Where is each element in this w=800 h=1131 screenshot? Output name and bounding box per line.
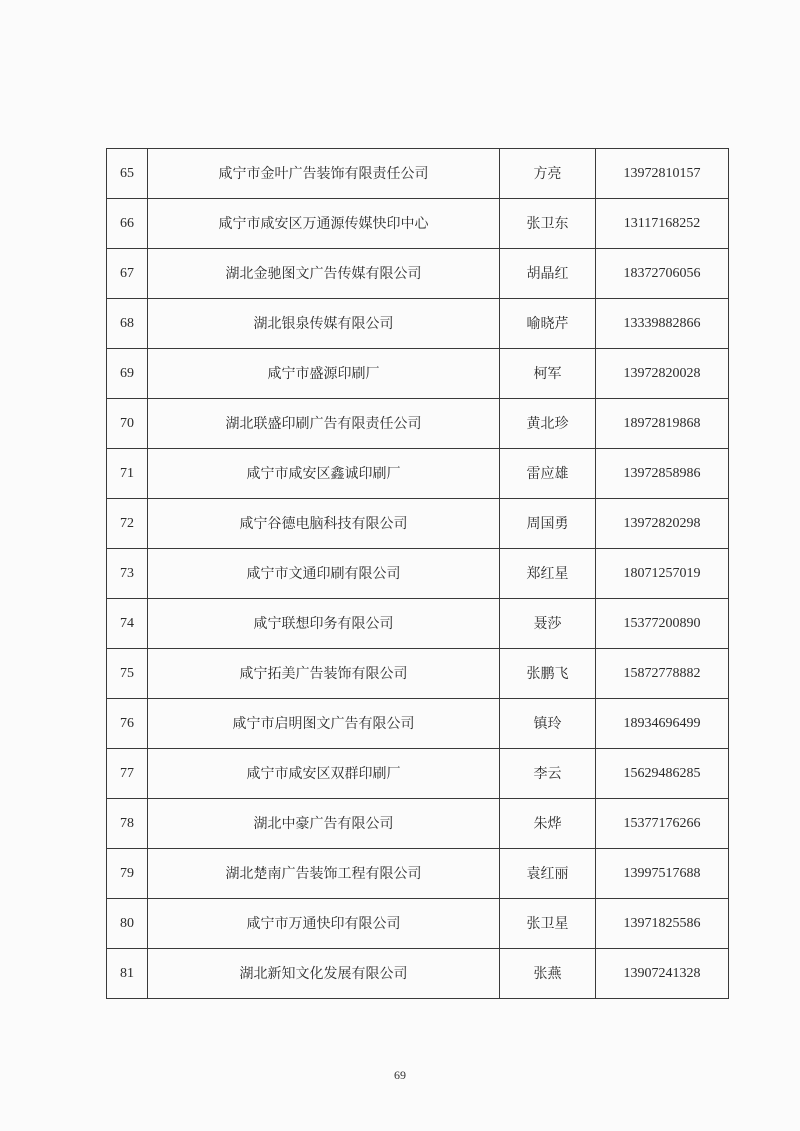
phone-number-cell: 13972810157 — [596, 149, 729, 199]
phone-number-cell: 18071257019 — [596, 549, 729, 599]
company-name-cell: 咸宁市金叶广告装饰有限责任公司 — [148, 149, 500, 199]
phone-number-cell: 13907241328 — [596, 949, 729, 999]
page-number: 69 — [394, 1068, 406, 1082]
company-name-cell: 咸宁谷德电脑科技有限公司 — [148, 499, 500, 549]
phone-number-cell: 18934696499 — [596, 699, 729, 749]
contact-person-cell: 黄北珍 — [500, 399, 596, 449]
contact-person-cell: 郑红星 — [500, 549, 596, 599]
company-name-cell: 咸宁市咸安区万通源传媒快印中心 — [148, 199, 500, 249]
phone-number-cell: 13972820298 — [596, 499, 729, 549]
contact-person-cell: 张燕 — [500, 949, 596, 999]
phone-number-cell: 18372706056 — [596, 249, 729, 299]
company-name-cell: 咸宁市咸安区鑫诚印刷厂 — [148, 449, 500, 499]
company-name-cell: 湖北新知文化发展有限公司 — [148, 949, 500, 999]
row-number-cell: 79 — [107, 849, 148, 899]
phone-number-cell: 15872778882 — [596, 649, 729, 699]
row-number-cell: 68 — [107, 299, 148, 349]
contact-person-cell: 袁红丽 — [500, 849, 596, 899]
row-number-cell: 69 — [107, 349, 148, 399]
contact-person-cell: 张鹏飞 — [500, 649, 596, 699]
company-name-cell: 咸宁市万通快印有限公司 — [148, 899, 500, 949]
row-number-cell: 66 — [107, 199, 148, 249]
table-body — [107, 149, 729, 999]
contact-person-cell: 聂莎 — [500, 599, 596, 649]
row-number-cell: 78 — [107, 799, 148, 849]
contact-person-cell: 胡晶红 — [500, 249, 596, 299]
table-row — [107, 199, 729, 249]
table-row — [107, 149, 729, 199]
company-name-cell: 湖北银泉传媒有限公司 — [148, 299, 500, 349]
table-row — [107, 649, 729, 699]
table-row — [107, 349, 729, 399]
contact-person-cell: 雷应雄 — [500, 449, 596, 499]
phone-number-cell: 18972819868 — [596, 399, 729, 449]
phone-number-cell: 13997517688 — [596, 849, 729, 899]
table-row — [107, 749, 729, 799]
phone-number-cell: 15377200890 — [596, 599, 729, 649]
contact-person-cell: 镇玲 — [500, 699, 596, 749]
company-name-cell: 咸宁市咸安区双群印刷厂 — [148, 749, 500, 799]
company-name-cell: 咸宁市盛源印刷厂 — [148, 349, 500, 399]
row-number-cell: 77 — [107, 749, 148, 799]
table-row — [107, 699, 729, 749]
contact-person-cell: 朱烨 — [500, 799, 596, 849]
company-name-cell: 咸宁市启明图文广告有限公司 — [148, 699, 500, 749]
table-row — [107, 449, 729, 499]
company-name-cell: 咸宁市文通印刷有限公司 — [148, 549, 500, 599]
table-row — [107, 549, 729, 599]
contact-person-cell: 方亮 — [500, 149, 596, 199]
contact-person-cell: 张卫星 — [500, 899, 596, 949]
phone-number-cell: 13339882866 — [596, 299, 729, 349]
table-row — [107, 849, 729, 899]
phone-number-cell: 13971825586 — [596, 899, 729, 949]
contact-person-cell: 张卫东 — [500, 199, 596, 249]
company-name-cell: 湖北中豪广告有限公司 — [148, 799, 500, 849]
contact-person-cell: 周国勇 — [500, 499, 596, 549]
row-number-cell: 70 — [107, 399, 148, 449]
phone-number-cell: 13972858986 — [596, 449, 729, 499]
table-row — [107, 399, 729, 449]
row-number-cell: 65 — [107, 149, 148, 199]
table-row — [107, 949, 729, 999]
row-number-cell: 80 — [107, 899, 148, 949]
table-row — [107, 799, 729, 849]
contact-person-cell: 李云 — [500, 749, 596, 799]
row-number-cell: 67 — [107, 249, 148, 299]
row-number-cell: 74 — [107, 599, 148, 649]
table-row — [107, 249, 729, 299]
contact-person-cell: 喻晓芹 — [500, 299, 596, 349]
row-number-cell: 81 — [107, 949, 148, 999]
table-row — [107, 899, 729, 949]
company-name-cell: 湖北联盛印刷广告有限责任公司 — [148, 399, 500, 449]
contact-person-cell: 柯军 — [500, 349, 596, 399]
phone-number-cell: 13972820028 — [596, 349, 729, 399]
table-row — [107, 299, 729, 349]
company-name-cell: 咸宁联想印务有限公司 — [148, 599, 500, 649]
row-number-cell: 72 — [107, 499, 148, 549]
table-row — [107, 499, 729, 549]
row-number-cell: 71 — [107, 449, 148, 499]
company-name-cell: 咸宁拓美广告装饰有限公司 — [148, 649, 500, 699]
company-name-cell: 湖北金驰图文广告传媒有限公司 — [148, 249, 500, 299]
table-row — [107, 599, 729, 649]
company-name-cell: 湖北楚南广告装饰工程有限公司 — [148, 849, 500, 899]
company-contact-table — [106, 148, 729, 999]
phone-number-cell: 15629486285 — [596, 749, 729, 799]
row-number-cell: 75 — [107, 649, 148, 699]
phone-number-cell: 15377176266 — [596, 799, 729, 849]
row-number-cell: 76 — [107, 699, 148, 749]
row-number-cell: 73 — [107, 549, 148, 599]
phone-number-cell: 13117168252 — [596, 199, 729, 249]
